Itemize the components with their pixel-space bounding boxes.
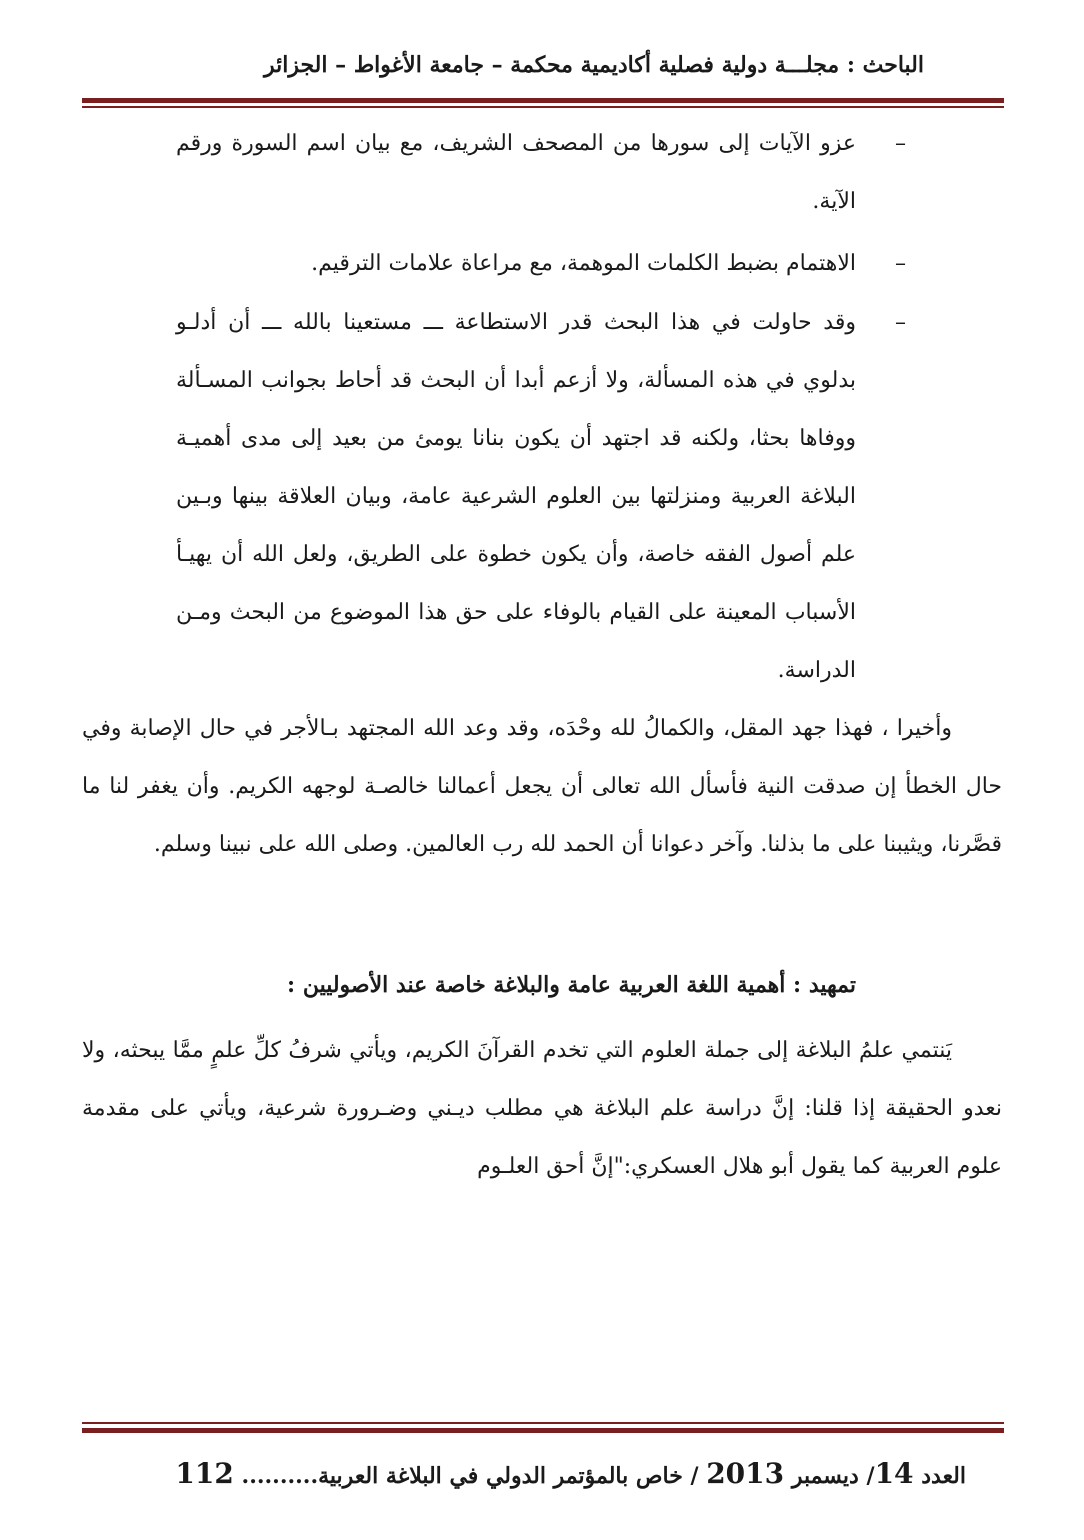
- bullet-item-punctuation: الاهتمام بضبط الكلمات الموهمة، مع مراعاة علامات الترقيم.: [311, 251, 856, 276]
- closing-paragraph-text: وأخيرا ، فهذا جهد المقل، والكمالُ لله وحْدَه، وقد وعد الله المجتهد بـالأجر في حال الإصابة وفي حال الخطأ إن صدقت النية فأسأل الله تعالى أن يجعل أعمالنا خالصـة لوجهه الكريم. وأن يغفر لنا ما قصَّرنا، ويثيبنا على ما بذلنا. وآخر دعوانا أن الحمد لله رب العالمين. وصلى الله على نبينا وسلم.: [82, 716, 1002, 857]
- footer-special-issue: خاص بالمؤتمر الدولي في البلاغة العربية..........: [241, 1463, 683, 1489]
- header-rule-thick: [82, 98, 1004, 103]
- closing-paragraph: [82, 700, 1002, 874]
- header-rule-thin: [82, 106, 1004, 108]
- running-header: الباحث : مجلـــة دولية فصلية أكاديمية محكمة – جامعة الأغواط – الجزائر: [263, 52, 924, 78]
- footer-issue-label: العدد: [921, 1463, 966, 1489]
- section-heading: تمهيد : أهمية اللغة العربية عامة والبلاغة خاصة عند الأصوليين :: [287, 972, 856, 998]
- footer-slash: /: [866, 1463, 875, 1489]
- footer-slash: /: [690, 1463, 699, 1489]
- footer-month: ديسمبر: [791, 1463, 859, 1489]
- section-paragraph-text: يَنتمي علمُ البلاغة إلى جملة العلوم التي تخدم القرآنَ الكريم، ويأتي شرفُ كلِّ علمٍ ممَّا يبحثه، ولا نعدو الحقيقة إذا قلنا: إنَّ دراسة علم البلاغة هي مطلب ديـني وضـرورة شرعية، ويأتي على مقدمة علوم العربية كما يقول أبو هلال العسكري:"إنَّ أحق العلـوم: [82, 1038, 1002, 1179]
- page-number: 112: [175, 1457, 234, 1490]
- footer-rule-thick: [82, 1428, 1004, 1433]
- bullet-marker: –: [895, 251, 906, 276]
- bullet-marker: –: [895, 310, 906, 335]
- footer-issue-number: 14: [874, 1457, 914, 1490]
- page-footer: [86, 1457, 966, 1490]
- bullet-marker: –: [895, 131, 906, 156]
- footer-year: 2013: [706, 1457, 785, 1490]
- bullet-item-verses: عزو الآيات إلى سورها من المصحف الشريف، مع بيان اسم السورة ورقم الآية.: [176, 131, 856, 214]
- section-paragraph: [82, 1022, 1002, 1196]
- footer-rule-thin: [82, 1422, 1004, 1424]
- bullet-item-attempt: وقد حاولت في هذا البحث قدر الاستطاعة ـــ مستعينا بالله ـــ أن أدلـو بدلوي في هذه المسألة، ولا أزعم أبدا أن البحث قد أحاط بجوانب المسـألة ووفاها بحثا، ولكنه قد اجتهد أن يكون بنانا يومئ من بعيد إلى مدى أهميـة البلاغة العربية ومنزلتها بين العلوم الشرعية عامة، وبيان العلاقة بينها وبـين علم أصول الفقه خاصة، وأن يكون خطوة على الطريق، ولعل الله أن يهيـأ الأسباب المعينة على القيام بالوفاء على حق هذا الموضوع من البحث ومـن الدراسة.: [176, 310, 856, 683]
